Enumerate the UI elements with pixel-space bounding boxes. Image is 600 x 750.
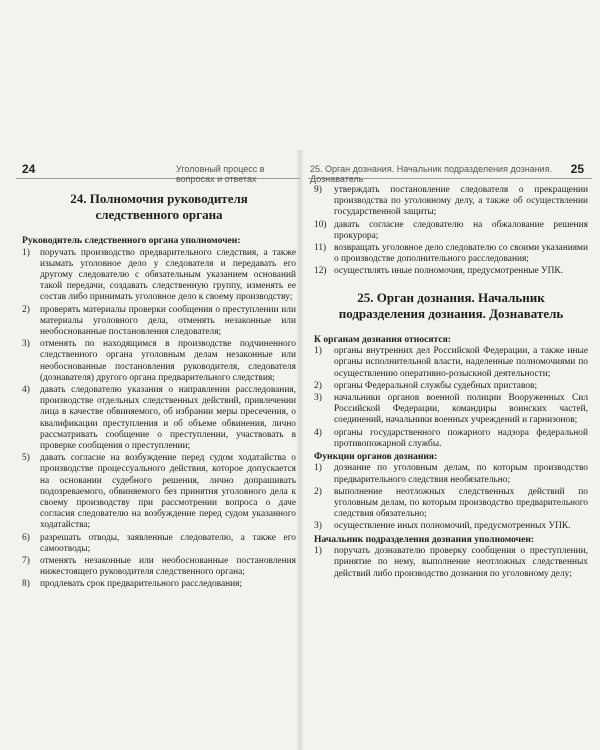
organs-list bbox=[314, 346, 588, 450]
list-item-text: начальники органов военной полиции Вооруженных Сил Российской Федерации, командиры воинских частей, соединений, начальники военных учреждений и гарнизонов; bbox=[334, 392, 588, 426]
list-item bbox=[22, 533, 296, 555]
list-item bbox=[22, 453, 296, 531]
list-item-text: органы внутренних дел Российской Федерации, а также иные органы исполнительной власти, наделенные полномочиями по осуществлению оперативно-розыскной деятельности; bbox=[334, 346, 588, 379]
list-item-text: продлевать срок предварительного расследования; bbox=[40, 579, 243, 590]
list-item-number: 2) bbox=[22, 304, 30, 315]
chief-lead: Начальник подразделения дознания уполномочен: bbox=[314, 533, 535, 545]
list-item bbox=[22, 579, 296, 590]
list-item-text: поручать производство предварительного следствия, а также изымать уголовное дело у следователя и передавать его другому следователю с обязательным указанием оснований такой передачи, создавать следственную группу, изменять ее состав либо принимать уголовное дело к своему производству; bbox=[40, 247, 296, 303]
right-content bbox=[308, 179, 592, 580]
list-item-number: 10) bbox=[314, 219, 327, 230]
left-content bbox=[16, 179, 300, 591]
list-item bbox=[314, 521, 588, 532]
functions-lead: Функции органов дознания: bbox=[314, 450, 438, 462]
list-item-number: 8) bbox=[22, 579, 30, 590]
list-item-number: 9) bbox=[314, 185, 322, 195]
list-item-number: 12) bbox=[314, 266, 327, 277]
list-item-text: поручать дознавателю проверку сообщения о преступлении, принятие по нему, выполнение неотложных следственных действий либо производство дознания по уголовному делу; bbox=[334, 546, 588, 579]
list-item-text: давать следователю указания о направлении расследования, производстве отдельных следственных действий, привлечении лица в качестве обвиняемого, об избрании меры пресечения, о квалификации преступления и об объеме обвинения, лично рассматривать сообщение о преступлении, участвовать в проверке сообщения о преступлении; bbox=[40, 384, 296, 451]
right-page bbox=[308, 162, 592, 581]
list-item bbox=[314, 463, 588, 485]
list-item-number: 3) bbox=[314, 392, 322, 403]
list-item bbox=[314, 266, 588, 277]
section-24-list-continued bbox=[314, 185, 588, 278]
list-item bbox=[314, 428, 588, 450]
list-item-text: отменять по находящимся в производстве подчиненного следственного органа уголовным делам незаконные или необоснованные постановления руководителя, следователя (дознавателя) другого органа предварительного следствия; bbox=[40, 339, 296, 383]
section-25 bbox=[314, 290, 588, 580]
list-item-number: 2) bbox=[314, 380, 322, 391]
section-25-heading bbox=[314, 290, 588, 322]
list-item bbox=[22, 556, 296, 578]
list-item bbox=[314, 346, 588, 380]
list-item-number: 2) bbox=[314, 486, 322, 497]
left-running-title: Уголовный процесс в вопросах и ответах bbox=[176, 164, 265, 184]
left-page bbox=[16, 162, 300, 592]
list-item-text: отменять незаконные или необоснованные постановления нижестоящего руководителя следственного органа; bbox=[40, 555, 296, 578]
list-item-number: 4) bbox=[22, 384, 30, 395]
list-item-number: 6) bbox=[22, 532, 30, 543]
list-item bbox=[314, 487, 588, 521]
list-item-text: органы государственного пожарного надзора федеральной противопожарной службы. bbox=[334, 427, 588, 449]
list-item-number: 3) bbox=[22, 339, 30, 350]
list-item-number: 7) bbox=[22, 555, 30, 566]
section-25-heading-line2: подразделения дознания. Дознаватель bbox=[338, 305, 564, 321]
list-item-text: осуществлять иные полномочия, предусмотренные УПК. bbox=[334, 266, 564, 277]
list-item-text: давать согласие на возбуждение перед судом ходатайства о производстве процессуального действия, которое допускается на основании судебного решения, лично допрашивать подозреваемого, обвиняемого без принятия уголовного дела к своему производству при рассмотрении вопроса о даче согласия следователю на возбуждение перед судом указанного ходатайства; bbox=[40, 453, 296, 531]
right-running-title: 25. Орган дознания. Начальник подразделения дознания. Дознаватель bbox=[310, 164, 553, 184]
list-item-number: 1) bbox=[314, 546, 322, 557]
list-item bbox=[22, 305, 296, 339]
list-item-number: 1) bbox=[314, 463, 322, 474]
list-item-text: утверждать постановление следователя о прекращении производства по уголовному делу, а также об осуществлении государственной защиты; bbox=[334, 185, 588, 218]
list-item bbox=[22, 339, 296, 384]
list-item-number: 3) bbox=[314, 521, 322, 532]
section-24-list bbox=[22, 248, 296, 591]
right-page-number: 25 bbox=[570, 162, 584, 176]
functions-list bbox=[314, 463, 588, 532]
list-item-number: 1) bbox=[22, 247, 30, 258]
list-item bbox=[314, 243, 588, 265]
list-item bbox=[314, 220, 588, 242]
list-item-text: выполнение неотложных следственных действий по уголовным делам, по которым производство предварительного следствия обязательно; bbox=[334, 486, 588, 520]
list-item bbox=[314, 381, 588, 392]
list-item bbox=[22, 248, 296, 304]
list-item-text: осуществление иных полномочий, предусмотренных УПК. bbox=[334, 521, 571, 532]
list-item-text: дознание по уголовным делам, по которым производство предварительного следствия необязательно; bbox=[334, 463, 588, 485]
section-24-heading-line2: следственного органа bbox=[95, 207, 223, 222]
list-item bbox=[314, 393, 588, 427]
list-item-number: 4) bbox=[314, 427, 322, 438]
left-running-head bbox=[16, 162, 300, 184]
section-24-heading bbox=[22, 191, 296, 223]
section-24-heading-line1: 24. Полномочия руководителя bbox=[70, 191, 248, 206]
list-item-text: давать согласие следователю на обжалование решения прокурора; bbox=[334, 219, 588, 241]
organs-lead: К органам дознания относятся: bbox=[314, 333, 452, 345]
right-running-head bbox=[308, 162, 592, 184]
list-item-number: 1) bbox=[314, 346, 322, 357]
list-item bbox=[314, 546, 588, 580]
list-item-text: возвращать уголовное дело следователю со своими указаниями о производстве дополнительного расследования; bbox=[334, 243, 588, 265]
section-24-lead: Руководитель следственного органа уполномочен: bbox=[22, 235, 241, 246]
list-item-number: 5) bbox=[22, 453, 30, 464]
list-item bbox=[22, 385, 296, 452]
chief-list bbox=[314, 546, 588, 580]
list-item-text: органы Федеральной службы судебных приставов; bbox=[334, 380, 538, 391]
list-item-text: разрешать отводы, заявленные следователю, а также его самоотводы; bbox=[40, 532, 296, 554]
section-25-heading-line1: 25. Орган дознания. Начальник bbox=[357, 289, 545, 305]
list-item bbox=[314, 185, 588, 219]
list-item-text: проверять материалы проверки сообщения о преступлении или материалы уголовного дела, отменять незаконные или необоснованные постановления следователя; bbox=[40, 304, 296, 337]
left-page-number: 24 bbox=[22, 162, 36, 176]
list-item-number: 11) bbox=[314, 243, 327, 254]
